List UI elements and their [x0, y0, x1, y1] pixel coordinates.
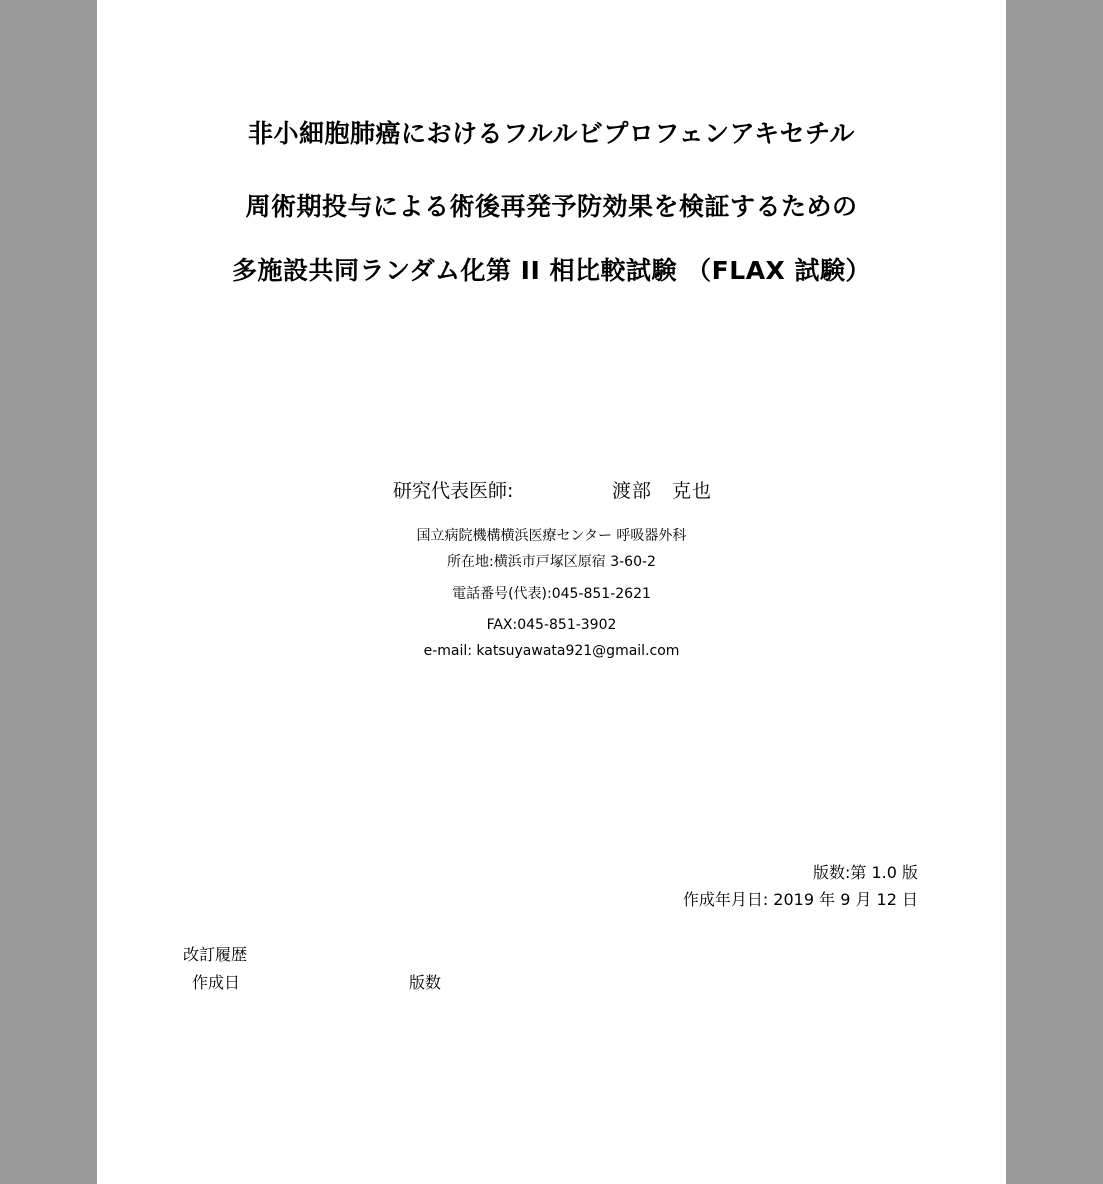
created-date: 作成年月日: 2019 年 9 月 12 日	[682, 890, 918, 909]
pi-name: 渡部 克也	[612, 480, 713, 502]
phone: 電話番号(代表):045-851-2621	[452, 586, 651, 602]
fax: FAX:045-851-3902	[486, 617, 617, 633]
document-page	[97, 0, 1006, 1184]
revision-history-title: 改訂履歴	[183, 945, 248, 964]
revision-column-date: 作成日	[192, 973, 241, 992]
title-line-2: 周術期投与による術後再発予防効果を検証するための	[245, 192, 858, 221]
institution: 国立病院機構横浜医療センター 呼吸器外科	[416, 528, 687, 544]
version-number: 版数:第 1.0 版	[812, 863, 918, 882]
title-line-3: 多施設共同ランダム化第 II 相比較試験 （FLAX 試験）	[231, 256, 872, 285]
revision-column-version: 版数	[409, 973, 442, 992]
title-line-1: 非小細胞肺癌におけるフルルビプロフェンアキセチル	[248, 119, 855, 148]
principal-investigator	[97, 476, 1006, 506]
email: e-mail: katsuyawata921@gmail.com	[423, 643, 680, 659]
pi-label: 研究代表医師:	[393, 480, 514, 502]
address: 所在地:横浜市戸塚区原宿 3-60-2	[447, 554, 656, 570]
